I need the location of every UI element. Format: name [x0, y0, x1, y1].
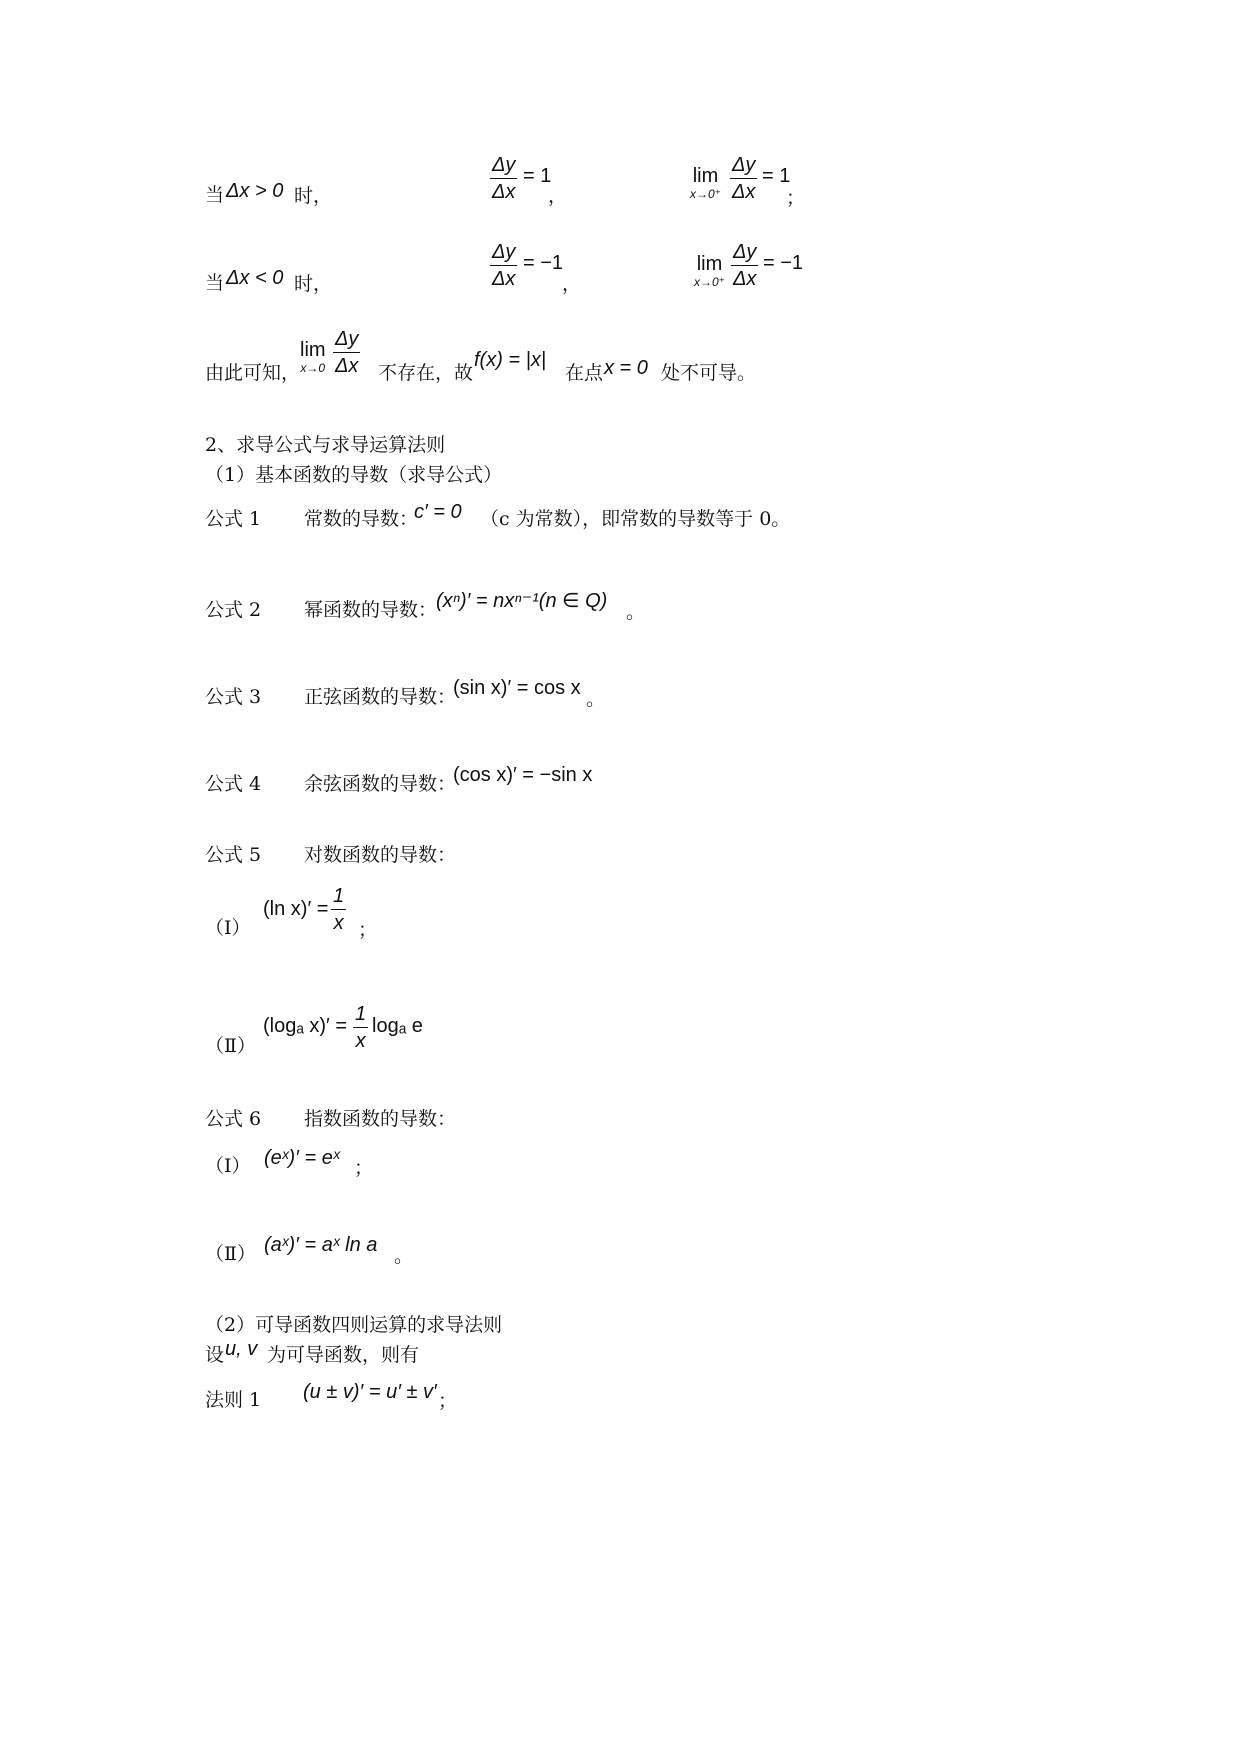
text-let: 设	[205, 1344, 225, 1366]
fraction-numerator: Δy	[490, 155, 517, 179]
fraction-denominator: x	[333, 912, 344, 934]
vars-math: u, v	[225, 1338, 258, 1360]
formula-lhs: (ln x)′ =	[263, 898, 329, 920]
lim-word: lim	[696, 253, 723, 275]
rule-math: (u ± v)′ = u′ ± v′	[303, 1381, 437, 1403]
lim-subscript: x→0⁺	[694, 275, 726, 289]
formula-math: (sin x)′ = cos x	[453, 677, 581, 699]
formula-label: 公式 3	[205, 686, 262, 708]
fraction-numerator: Δy	[490, 242, 517, 266]
formula-math: (aˣ)′ = aˣ ln a	[264, 1234, 378, 1256]
limit-operator	[300, 340, 326, 374]
formula-label: 公式 1	[205, 508, 262, 530]
formula-math: (xⁿ)′ = nxⁿ⁻¹(n ∈ Q)	[436, 590, 608, 612]
limit-fraction	[730, 155, 757, 202]
punct-period: 。	[394, 1245, 414, 1267]
fraction-denominator: Δx	[733, 268, 757, 290]
fraction-numerator: Δy	[333, 329, 360, 353]
punct-semicolon: ；	[786, 187, 806, 209]
text-shi: 时，	[294, 273, 333, 295]
fraction	[490, 242, 517, 289]
formula-label: 公式 4	[205, 773, 262, 795]
section-title: 2、求导公式与求导运算法则	[205, 434, 446, 456]
formula-lhs: (logₐ x)′ =	[263, 1015, 347, 1037]
fraction-numerator: Δy	[730, 155, 757, 179]
punct-semicolon: ；	[358, 919, 378, 941]
case-label: （Ⅱ）	[205, 1035, 256, 1057]
punct-comma: ，	[562, 273, 582, 295]
text-conclusion-prefix: 由此可知，	[205, 362, 301, 384]
function-math: f(x) = |x|	[474, 349, 547, 371]
lim-word: lim	[300, 339, 326, 361]
fraction	[331, 886, 346, 933]
formula-math: (eˣ)′ = eˣ	[264, 1147, 340, 1169]
formula-desc: 余弦函数的导数：	[304, 773, 457, 795]
fraction	[490, 155, 517, 202]
punct-period: 。	[626, 601, 646, 623]
case-label: （Ⅱ）	[205, 1243, 256, 1265]
rule-label: 法则 1	[205, 1389, 262, 1411]
formula-label: 公式 2	[205, 599, 262, 621]
punct-semicolon: ；	[354, 1157, 374, 1179]
limit-fraction	[333, 329, 360, 376]
formula-desc: 幂函数的导数：	[304, 599, 438, 621]
fraction-denominator: Δx	[492, 268, 516, 290]
formula-note: （c 为常数），即常数的导数等于 0。	[480, 508, 791, 530]
fraction-numerator: 1	[331, 886, 346, 910]
limit-operator	[690, 166, 721, 200]
formula-label: 公式 6	[205, 1108, 262, 1130]
equals-value: = −1	[523, 252, 564, 274]
text-differentiable: 为可导函数，则有	[267, 1344, 420, 1366]
text-shi: 时，	[294, 185, 333, 207]
formula-desc: 常数的导数：	[304, 508, 419, 530]
formula-desc: 指数函数的导数：	[304, 1108, 457, 1130]
fraction-numerator: 1	[353, 1004, 368, 1028]
text-dang: 当	[205, 272, 225, 294]
limit-operator	[694, 254, 725, 288]
fraction-denominator: x	[355, 1030, 366, 1052]
subsection-title: （1）基本函数的导数（求导公式）	[205, 464, 503, 486]
limit-fraction	[731, 242, 758, 289]
lim-subscript: x→0⁺	[690, 187, 722, 201]
fraction-numerator: Δy	[731, 242, 758, 266]
text-not-differentiable: 处不可导。	[661, 362, 757, 384]
case-label: （Ⅰ）	[205, 1155, 251, 1177]
point-math: x = 0	[604, 357, 648, 379]
formula-math: (cos x)′ = −sin x	[453, 764, 593, 786]
fraction-denominator: Δx	[732, 181, 756, 203]
fraction	[353, 1004, 368, 1051]
subsection-title: （2）可导函数四则运算的求导法则	[205, 1314, 503, 1336]
fraction-denominator: Δx	[492, 181, 516, 203]
formula-math: c′ = 0	[414, 501, 462, 523]
case-label: （Ⅰ）	[205, 917, 251, 939]
formula-desc: 正弦函数的导数：	[304, 686, 457, 708]
equals-value: = 1	[762, 165, 791, 187]
lim-subscript: x→0	[300, 361, 326, 375]
equals-value: = −1	[763, 252, 804, 274]
equals-value: = 1	[523, 165, 552, 187]
formula-label: 公式 5	[205, 844, 262, 866]
fraction-denominator: Δx	[335, 355, 359, 377]
condition-math: Δx > 0	[226, 180, 284, 202]
punct-semicolon: ；	[438, 1390, 458, 1412]
text-at-point: 在点	[565, 362, 604, 384]
formula-rhs: logₐ e	[372, 1015, 423, 1037]
condition-math: Δx < 0	[226, 267, 284, 289]
punct-comma: ，	[548, 185, 568, 207]
formula-desc: 对数函数的导数：	[304, 844, 457, 866]
punct-period: 。	[586, 688, 606, 710]
text-not-exist: 不存在，故	[378, 362, 474, 384]
text-dang: 当	[205, 184, 225, 206]
lim-word: lim	[692, 165, 719, 187]
